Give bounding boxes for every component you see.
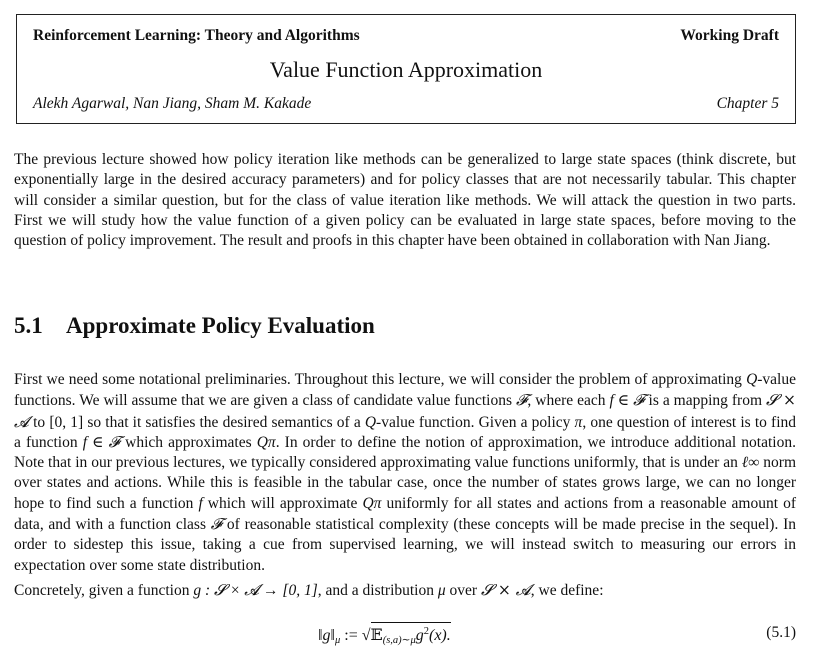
draft-status: Working Draft xyxy=(680,27,779,44)
text-run: which will approximate xyxy=(202,494,363,512)
course-title-row xyxy=(33,27,779,45)
math-g-mapping: g : 𝓢 × 𝓐 → [0, 1] xyxy=(193,582,318,599)
text-run: over xyxy=(445,582,481,599)
intro-paragraph: The previous lecture showed how policy iteration like methods can be generalized to large state spaces (think discrete, but exponentially large in the desired accuracy parameters) and for policy classes that are not necessarily tabular. This chapter will consider a similar question, but for the class of value iteration like methods. We will attack the question in two parts. First we will study how the value function of a given policy can be evaluated in large state spaces, before moving to the question of policy improvement. The result and proofs in this chapter have been obtained in collaboration with Nan Jiang. xyxy=(14,151,796,250)
text-run: norm over states and actions. While this is feasible in the tabular case, once the number of states grows large, we can no longer hope to find such a function xyxy=(14,454,797,512)
course-title: Reinforcement Learning: Theory and Algorithms xyxy=(33,27,360,44)
equation-5-1 xyxy=(0,616,830,652)
math-q-pi: Qπ xyxy=(256,433,276,451)
section-title: Approximate Policy Evaluation xyxy=(66,313,375,338)
g-symbol: g xyxy=(415,627,424,644)
sqrt-argument xyxy=(371,622,451,646)
math-q: Q xyxy=(746,371,758,388)
text-run: , we define: xyxy=(530,582,604,599)
math-f-in-f: f ∈ 𝓕 xyxy=(609,392,645,410)
expectation-symbol: 𝔼 xyxy=(370,627,383,644)
expectation-subscript: (s,a)∼μ xyxy=(382,635,416,646)
math-mu: μ xyxy=(437,582,446,599)
lecture-title: Value Function Approximation xyxy=(269,57,543,82)
section-number: 5.1 xyxy=(14,313,43,338)
math-function-class: 𝓕 xyxy=(515,391,528,410)
text-run: uniformly for all states and actions from a reasonable amount of data, and with a function class xyxy=(14,494,796,534)
math-state-action: 𝓢 × 𝓐 xyxy=(14,391,796,431)
math-function-class: 𝓕 xyxy=(210,515,223,534)
equation-number: (5.1) xyxy=(766,624,796,641)
math-pi: π xyxy=(574,413,583,431)
math-state-action: 𝓢 × 𝓐 xyxy=(480,581,531,599)
text-run: which approximates xyxy=(120,433,257,451)
text-run: , where each xyxy=(527,392,610,410)
math-l-infinity: ℓ∞ xyxy=(741,454,760,472)
text-run: so that it satisfies the desired semantics of a xyxy=(83,413,365,431)
text-run: -value functions. We will assume that we are given a class of candidate value functions xyxy=(14,371,796,410)
text-run: Concretely, given a function xyxy=(14,582,194,599)
equation-body xyxy=(318,622,451,646)
math-q-pi: Qπ xyxy=(362,494,382,512)
math-q: Q xyxy=(364,413,377,431)
authors: Alekh Agarwal, Nan Jiang, Sham M. Kakade xyxy=(33,95,312,112)
text-run: , one question of interest is to find a function xyxy=(14,413,797,451)
text-run: to xyxy=(28,413,50,431)
chapter-label: Chapter 5 xyxy=(716,95,779,112)
lecture-header-box xyxy=(16,14,796,124)
assign-symbol: := xyxy=(340,627,362,644)
author-row xyxy=(33,95,779,113)
body-paragraph xyxy=(14,370,796,576)
math-f-in-f: f ∈ 𝓕 xyxy=(82,433,121,451)
norm-subscript: μ xyxy=(334,635,341,646)
norm-g: ‖g‖ xyxy=(318,627,335,644)
text-run: of reasonable statistical complexity (these concepts will be made precise in the sequel). In order to sidestep this issue, taking a cue from supervised learning, we will instead switch to measuring our errors in expectation over some state distribution. xyxy=(14,516,796,574)
text-run: First we need some notational preliminaries. Throughout this lecture, we will consider the problem of approximating xyxy=(14,371,747,388)
text-run: . In order to define the notion of approximation, we introduce additional notation. Note that in our previous lectures, we typically considered approximating value functions uniformly, that is under an xyxy=(14,433,796,472)
square-superscript: 2 xyxy=(423,626,429,637)
text-run: is a mapping from xyxy=(644,392,766,410)
math-interval: [0, 1] xyxy=(49,413,84,431)
g-argument: (x). xyxy=(429,627,451,644)
concretely-paragraph xyxy=(14,580,796,601)
text-run: , and a distribution xyxy=(317,582,438,599)
math-f: f xyxy=(198,494,203,512)
text-run: -value function. Given a policy xyxy=(376,413,575,431)
section-heading xyxy=(14,313,375,339)
sqrt-sign: √ xyxy=(361,627,371,644)
